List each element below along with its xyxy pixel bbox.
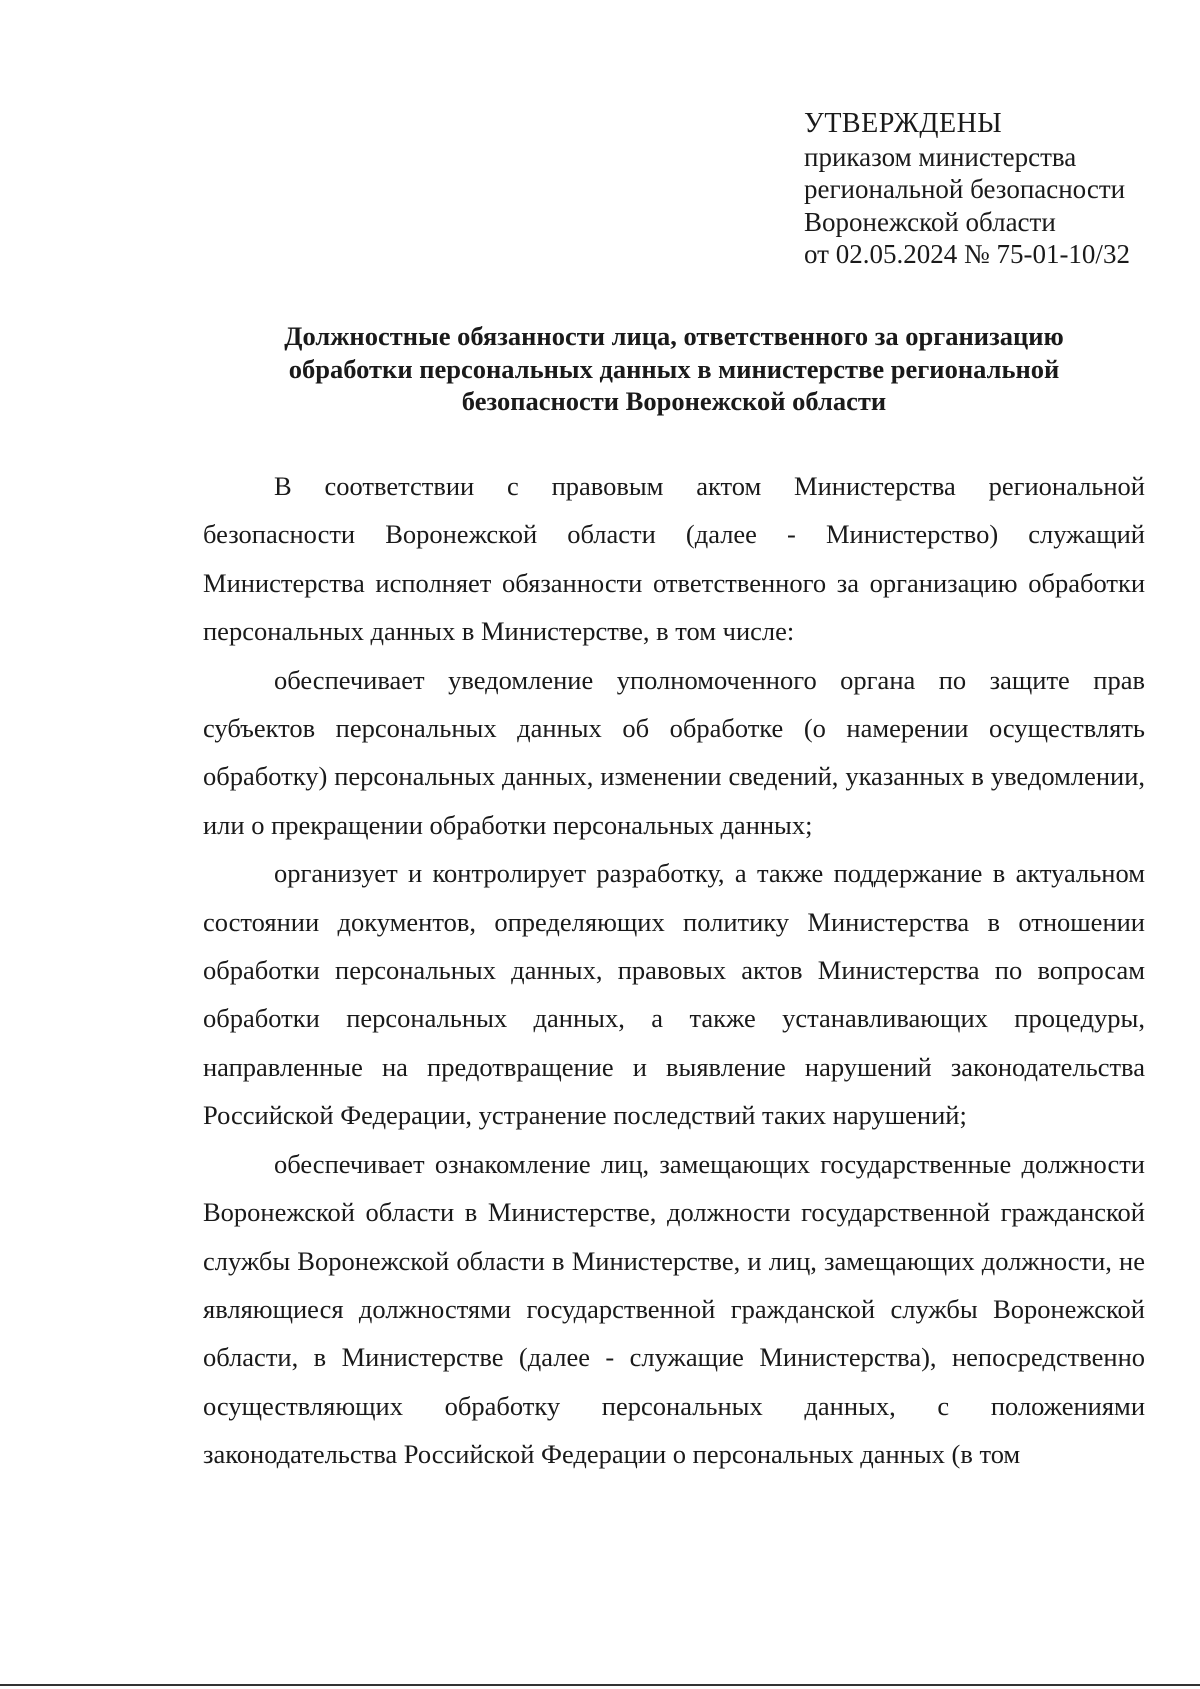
paragraph-notification-duty: обеспечивает уведомление уполномоченного органа по защите прав субъектов персональных данных об обработке (о намерении осуществлять обработку) персональных данных, изменении сведений, указанных в уведомлении, или о прекращении обработки персональных данных; xyxy=(203,664,1145,840)
paragraph-policy-duty: организует и контролирует разработку, а также поддержание в актуальном состоянии документов, определяющих политику Министерства в отношении обработки персональных данных, правовых актов Министерства по вопросам обработки персональных данных, а также устанавливающих процедуры, направленные на предотвращение и выявление нарушений законодательства Российской Федерации, устранение последствий таких нарушений; xyxy=(203,858,1145,1131)
approval-line-ministry: региональной безопасности xyxy=(804,174,1126,204)
document-body xyxy=(203,462,1145,1479)
approval-heading: УТВЕРЖДЕНЫ xyxy=(804,108,1003,139)
paragraph-familiarization-duty: обеспечивает ознакомление лиц, замещающих государственные должности Воронежской области в Министерстве, должности государственной гражданской службы Воронежской области в Министерстве, и лиц, замещающих должности, не являющиеся должностями государственной гражданской службы Воронежской области, в Министерстве (далее - служащие Министерства), непосредственно осуществляющих обработку персональных данных, с положениями законодательства Российской Федерации о персональных данных (в том xyxy=(203,1148,1145,1470)
approval-stamp-block xyxy=(804,108,1174,271)
page-bottom-edge xyxy=(0,1684,1200,1686)
approval-line-region: Воронежской области xyxy=(804,206,1056,237)
approval-line-date-number: от 02.05.2024 № 75-01-10/32 xyxy=(804,239,1130,269)
document-title xyxy=(200,320,1148,418)
approval-line-order: приказом министерства xyxy=(804,141,1077,172)
title-line-3: безопасности Воронежской области xyxy=(461,386,887,416)
title-line-2: обработки персональных данных в министерстве региональной xyxy=(288,353,1060,384)
paragraph-intro: В соответствии с правовым актом Министерства региональной безопасности Воронежской области (далее - Министерство) служащий Министерства исполняет обязанности ответственного за организацию обработки персональных данных в Министерстве, в том числе: xyxy=(203,471,1145,647)
title-line-1: Должностные обязанности лица, ответственного за организацию xyxy=(284,321,1064,351)
